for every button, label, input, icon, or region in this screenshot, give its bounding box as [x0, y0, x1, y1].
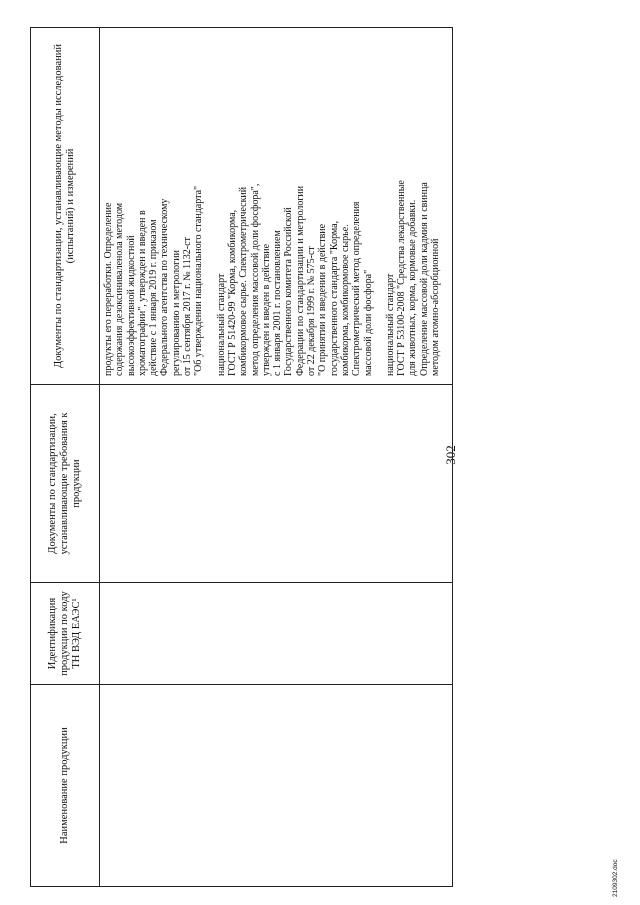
text-line: регулированию и метрологии	[170, 250, 182, 376]
standard-entry	[385, 32, 441, 376]
table-row	[100, 28, 453, 887]
text-line: "Об утверждении национального стандарта"	[193, 185, 205, 376]
header-tn-ved-code: Идентификация продукции по коду ТН ВЭД ЕАЭС¹	[31, 583, 100, 685]
text-line: Спектрометрический метод определения	[351, 201, 363, 376]
cell-product-name	[100, 685, 453, 887]
text-line: национальный стандарт	[215, 273, 227, 376]
text-line: методом атомно-абсорбционной	[430, 238, 442, 376]
text-line: от 22 декабря 1999 г. № 575-ст	[306, 246, 318, 376]
text-line: Федерального агентства по техническому	[159, 198, 171, 376]
text-line: ГОСТ Р 51420-99 "Корма, комбикорма,	[226, 209, 238, 376]
standards-table	[30, 27, 453, 887]
header-method-docs: Документы по стандартизации, устанавливающие методы исследований (испытаний) и измерений	[31, 28, 100, 385]
header-product-name: Наименование продукции	[31, 685, 100, 887]
cell-tn-ved-code	[100, 583, 453, 685]
text-line: метод определения массовой доли фосфора",	[249, 183, 261, 376]
text-line: Федерации по стандартизации и метрологии	[294, 185, 306, 376]
text-line: Государственного комитета Российской	[283, 207, 295, 376]
cell-method-docs	[100, 28, 453, 385]
text-line: хроматографии", утвержден и введен в	[136, 210, 148, 376]
text-line: продукты его переработки. Определение	[103, 202, 114, 376]
text-line: "О принятии и введении в действие	[317, 223, 329, 376]
text-line: утвержден и введен в действие	[260, 243, 272, 376]
text-line: с 1 января 2001 г. постановлением	[272, 230, 284, 376]
text-line: массовой доли фосфора"	[362, 269, 374, 376]
standard-entry	[103, 32, 205, 376]
text-line: комбикормовое сырье. Спектрометрический	[238, 186, 250, 376]
table-header-row	[31, 28, 100, 887]
text-line: действие с 1 января 2019 г. приказом	[148, 219, 160, 376]
cell-requirement-docs	[100, 385, 453, 583]
text-line: национальный стандарт	[384, 273, 396, 376]
text-line: государственного стандарта "Корма,	[328, 220, 340, 376]
text-line: комбикорма, комбикормовое сырье.	[339, 224, 351, 376]
text-line: от 15 сентября 2017 г. № 1132-ст	[182, 237, 194, 376]
text-line: высокоэффективной жидкостной	[125, 235, 137, 376]
standard-entry	[216, 32, 374, 376]
text-line: для животных, корма, кормовые добавки.	[407, 199, 419, 376]
text-line: ГОСТ Р 53100-2008 "Средства лекарственные	[396, 180, 408, 376]
page-number: 302	[443, 445, 458, 465]
header-requirement-docs: Документы по стандартизации, устанавливающие требования к продукции	[31, 385, 100, 583]
footer-filename: 2109302.doc	[612, 859, 619, 897]
text-line: Определение массовой доли кадмия и свинца	[418, 182, 430, 376]
text-line: содержания дезоксиниваленола методом	[114, 202, 126, 376]
